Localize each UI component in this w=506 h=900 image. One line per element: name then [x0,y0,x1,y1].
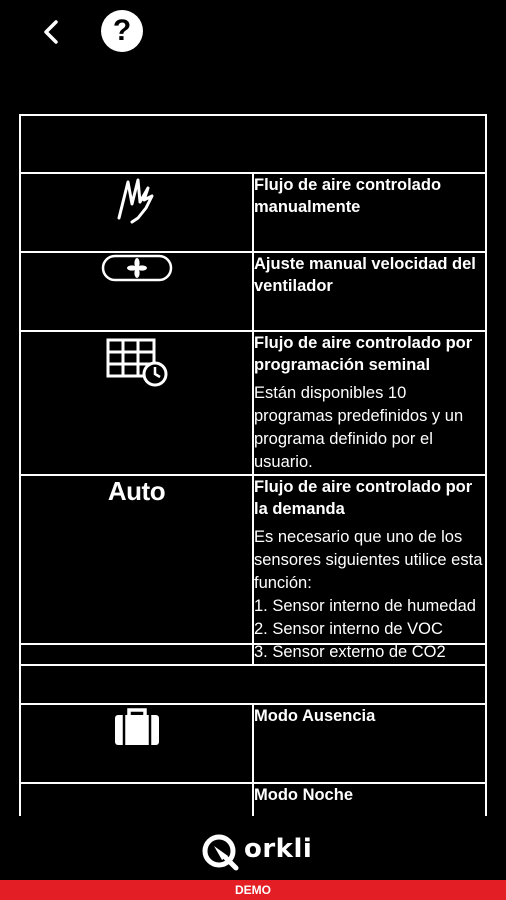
mode-title: Modo Ausencia [254,707,376,725]
section-header-1 [20,115,486,173]
description-line: 2. Sensor interno de VOC [254,620,443,638]
demo-label: DEMO [235,883,271,897]
mode-icon-cell [20,783,253,816]
mode-row-weekly-program[interactable] [20,331,486,475]
demo-banner [0,880,506,900]
help-button[interactable] [101,10,143,52]
mode-description: Están disponibles 10 programas predefinidos y un programa definido por el usuario. [254,384,464,471]
description-line: 3. Sensor externo de CO2 [254,643,446,661]
mode-text-cell [253,331,486,475]
orkli-logo-icon [200,832,240,872]
top-bar [0,0,506,70]
mode-text-cell [253,252,486,331]
mode-icon-cell [20,475,253,665]
mode-icon-cell [20,173,253,252]
mode-row-night[interactable] [20,783,486,816]
mode-icon-cell [20,704,253,783]
modes-table-1 [19,114,487,666]
back-button[interactable] [34,14,70,50]
brand-name: orkli [244,834,313,864]
mode-title: Ajuste manual velocidad del ventilador [254,255,476,295]
suitcase-icon [112,705,162,749]
chevron-left-icon [34,14,70,50]
mode-title: Flujo de aire controlado por la demanda [254,478,473,518]
weekly-calendar-icon [104,332,170,388]
orkli-logo [200,832,320,872]
mode-text-cell [253,704,486,783]
section-header-2 [20,644,486,704]
mode-title: Flujo de aire controlado manualmente [254,176,442,216]
modes-table-2 [19,643,487,816]
mode-icon-cell [20,252,253,331]
mode-text-cell [253,475,486,665]
mode-title: Modo Noche [254,786,353,804]
mode-row-demand[interactable] [20,475,486,665]
help-icon: ? [112,14,132,47]
auto-icon: Auto [107,476,166,506]
mode-text-cell [253,173,486,252]
modes-list[interactable] [0,100,506,816]
fan-speed-icon [101,253,173,283]
mode-row-fan-speed[interactable] [20,252,486,331]
description-line: Es necesario que uno de los sensores siguientes utilice esta función: [254,528,483,592]
mode-icon-cell [20,331,253,475]
manual-hand-icon [114,174,160,226]
mode-row-absence[interactable] [20,704,486,783]
mode-row-manual[interactable] [20,173,486,252]
mode-text-cell [253,783,486,816]
mode-title: Flujo de aire controlado por programación seminal [254,334,473,374]
description-line: 1. Sensor interno de humedad [254,597,476,615]
